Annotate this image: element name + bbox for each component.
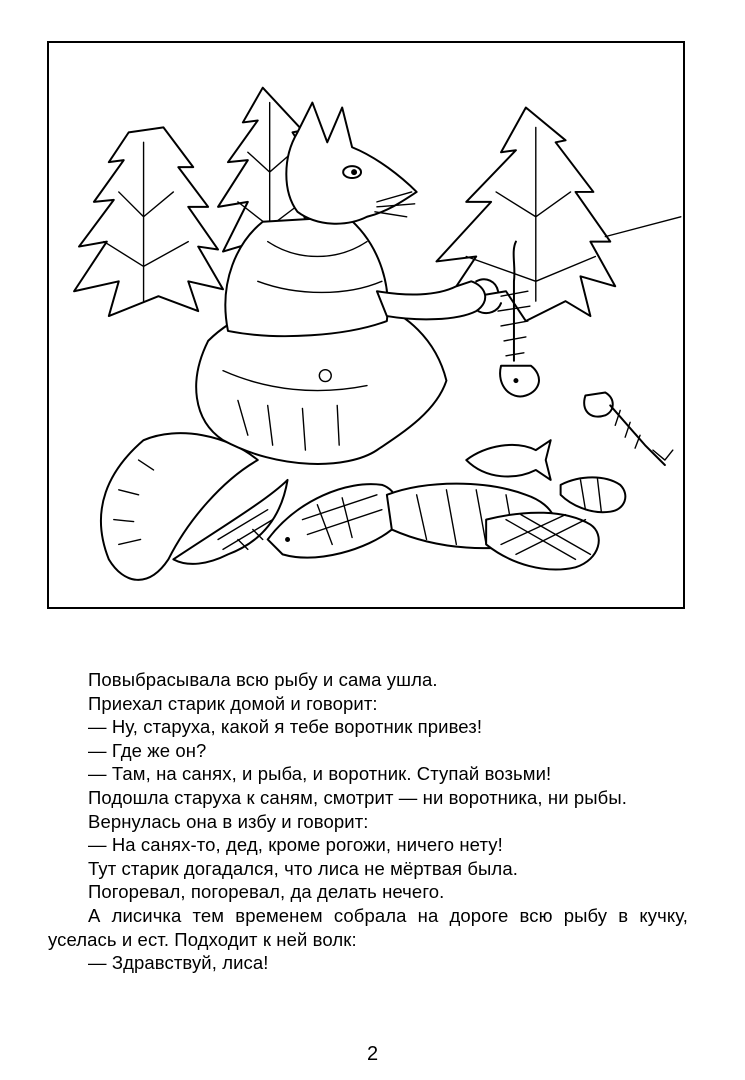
story-paragraph: — На санях-то, дед, кроме рогожи, ничего нету! — [88, 834, 503, 856]
story-paragraph: Повыбрасывала всю рыбу и сама ушла. — [88, 669, 438, 690]
story-text — [48, 668, 694, 975]
story-paragraph: Вернулась она в избу и говорит: — [88, 810, 369, 832]
fir-tree-left — [74, 127, 223, 316]
story-paragraph: — Где же он? — [88, 739, 207, 761]
story-paragraph: — Там, на санях, и рыба, и воротник. Ступай возьми! — [88, 763, 552, 785]
story-paragraph: Подошла старуха к саням, смотрит — ни воротника, ни рыбы. — [88, 786, 628, 808]
page-number: 2 — [366, 1043, 379, 1065]
story-paragraph: Приехал старик домой и говорит: — [88, 692, 378, 714]
story-paragraph: А лисичка тем временем собрала на дороге всю рыбу в кучку, уселась и ест. Подходит к ней волк: — [48, 904, 694, 950]
story-paragraph: — Здравствуй, лиса! — [88, 952, 269, 974]
story-paragraph: Погоревал, погоревал, да делать нечего. — [88, 881, 445, 903]
fox-illustration-drawing — [49, 43, 683, 607]
fish-skeleton-right — [584, 393, 673, 465]
fish-skeleton-hanging — [498, 242, 539, 397]
story-paragraph: Тут старик догадался, что лиса не мёртвая была. — [88, 857, 518, 879]
illustration-fox-with-fish — [47, 41, 685, 609]
story-paragraph: — Ну, старуха, какой я тебе воротник привез! — [88, 716, 483, 738]
